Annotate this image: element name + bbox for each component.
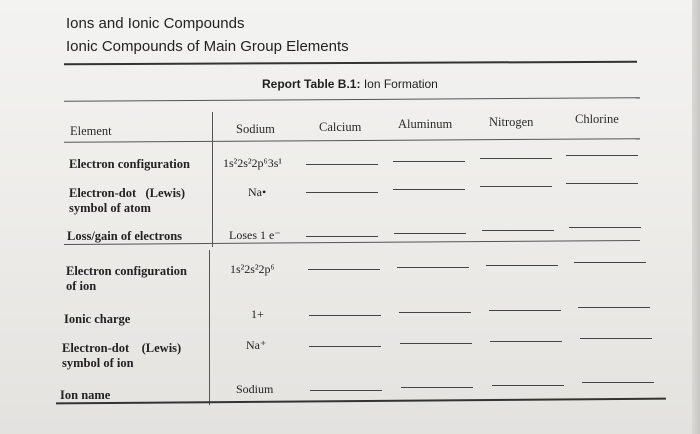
- sodium-ionic-charge: 1+: [251, 307, 264, 321]
- table-caption: [262, 77, 438, 91]
- aluminum-ion-name-blank[interactable]: [401, 387, 473, 388]
- column-header-aluminum: Aluminum: [398, 117, 453, 131]
- column-divider-lower: [209, 250, 210, 405]
- column-header-sodium: Sodium: [236, 122, 275, 136]
- aluminum-electron-configuration-ion-blank[interactable]: [397, 267, 469, 268]
- row-label-ion-name: Ion name: [60, 388, 111, 402]
- page-title: Ions and Ionic Compounds: [66, 15, 245, 32]
- calcium-electron-configuration-ion-blank[interactable]: [308, 269, 380, 270]
- sodium-loss-gain: Loses 1 e⁻: [229, 228, 281, 242]
- calcium-loss-gain-blank[interactable]: [306, 236, 378, 237]
- table-caption-text: Ion Formation: [363, 77, 438, 91]
- column-header-nitrogen: Nitrogen: [489, 115, 534, 129]
- row-label-loss-gain: Loss/gain of electrons: [67, 229, 183, 243]
- table-caption-prefix: Report Table B.1:: [262, 77, 361, 91]
- column-divider-upper: [212, 112, 213, 247]
- nitrogen-ionic-charge-blank[interactable]: [489, 310, 561, 311]
- chlorine-ion-name-blank[interactable]: [582, 382, 654, 383]
- nitrogen-electron-configuration-ion-blank[interactable]: [486, 265, 558, 266]
- sodium-electron-dot-atom: Na•: [248, 185, 267, 199]
- chlorine-electron-dot-atom-blank[interactable]: [566, 183, 638, 184]
- column-header-calcium: Calcium: [319, 120, 362, 134]
- aluminum-ionic-charge-blank[interactable]: [399, 312, 471, 313]
- aluminum-electron-configuration-blank[interactable]: [393, 161, 465, 162]
- nitrogen-electron-dot-ion-blank[interactable]: [490, 341, 562, 342]
- aluminum-electron-dot-ion-blank[interactable]: [400, 343, 472, 344]
- sodium-electron-configuration: 1s²2s²2p⁶3s¹: [223, 156, 282, 170]
- calcium-ion-name-blank[interactable]: [310, 390, 382, 391]
- calcium-electron-configuration-blank[interactable]: [306, 164, 378, 165]
- aluminum-loss-gain-blank[interactable]: [394, 233, 466, 234]
- row-label-ionic-charge: Ionic charge: [64, 312, 131, 326]
- chlorine-ionic-charge-blank[interactable]: [578, 307, 650, 308]
- chlorine-electron-configuration-blank[interactable]: [566, 155, 638, 156]
- row-label-electron-configuration: Electron configuration: [69, 157, 190, 171]
- sodium-electron-dot-ion: Na⁺: [246, 338, 267, 352]
- nitrogen-ion-name-blank[interactable]: [492, 385, 564, 386]
- top-divider: [64, 61, 637, 66]
- page-edge: [692, 0, 700, 434]
- row-label-electron-configuration-ion: Electron configuration of ion: [66, 264, 187, 293]
- calcium-electron-dot-ion-blank[interactable]: [309, 346, 381, 347]
- row-label-electron-dot-ion: Electron-dot (Lewis) symbol of ion: [62, 341, 182, 370]
- sodium-ion-name: Sodium: [236, 382, 274, 396]
- bottom-divider: [56, 398, 666, 405]
- chlorine-electron-configuration-ion-blank[interactable]: [574, 262, 646, 263]
- chlorine-electron-dot-ion-blank[interactable]: [580, 338, 652, 339]
- chlorine-loss-gain-blank[interactable]: [569, 227, 641, 228]
- aluminum-electron-dot-atom-blank[interactable]: [393, 189, 465, 190]
- sodium-electron-configuration-ion: 1s²2s²2p⁶: [230, 262, 275, 276]
- caption-divider: [64, 97, 640, 102]
- nitrogen-loss-gain-blank[interactable]: [482, 230, 554, 231]
- row-label-electron-dot-atom: Electron-dot (Lewis) symbol of atom: [69, 186, 186, 215]
- calcium-ionic-charge-blank[interactable]: [309, 315, 381, 316]
- calcium-electron-dot-atom-blank[interactable]: [306, 192, 378, 193]
- column-header-element: Element: [70, 124, 112, 138]
- page-subtitle: Ionic Compounds of Main Group Elements: [66, 38, 349, 55]
- header-divider: [64, 138, 640, 143]
- nitrogen-electron-configuration-blank[interactable]: [480, 158, 552, 159]
- column-header-chlorine: Chlorine: [575, 112, 619, 126]
- nitrogen-electron-dot-atom-blank[interactable]: [480, 186, 552, 187]
